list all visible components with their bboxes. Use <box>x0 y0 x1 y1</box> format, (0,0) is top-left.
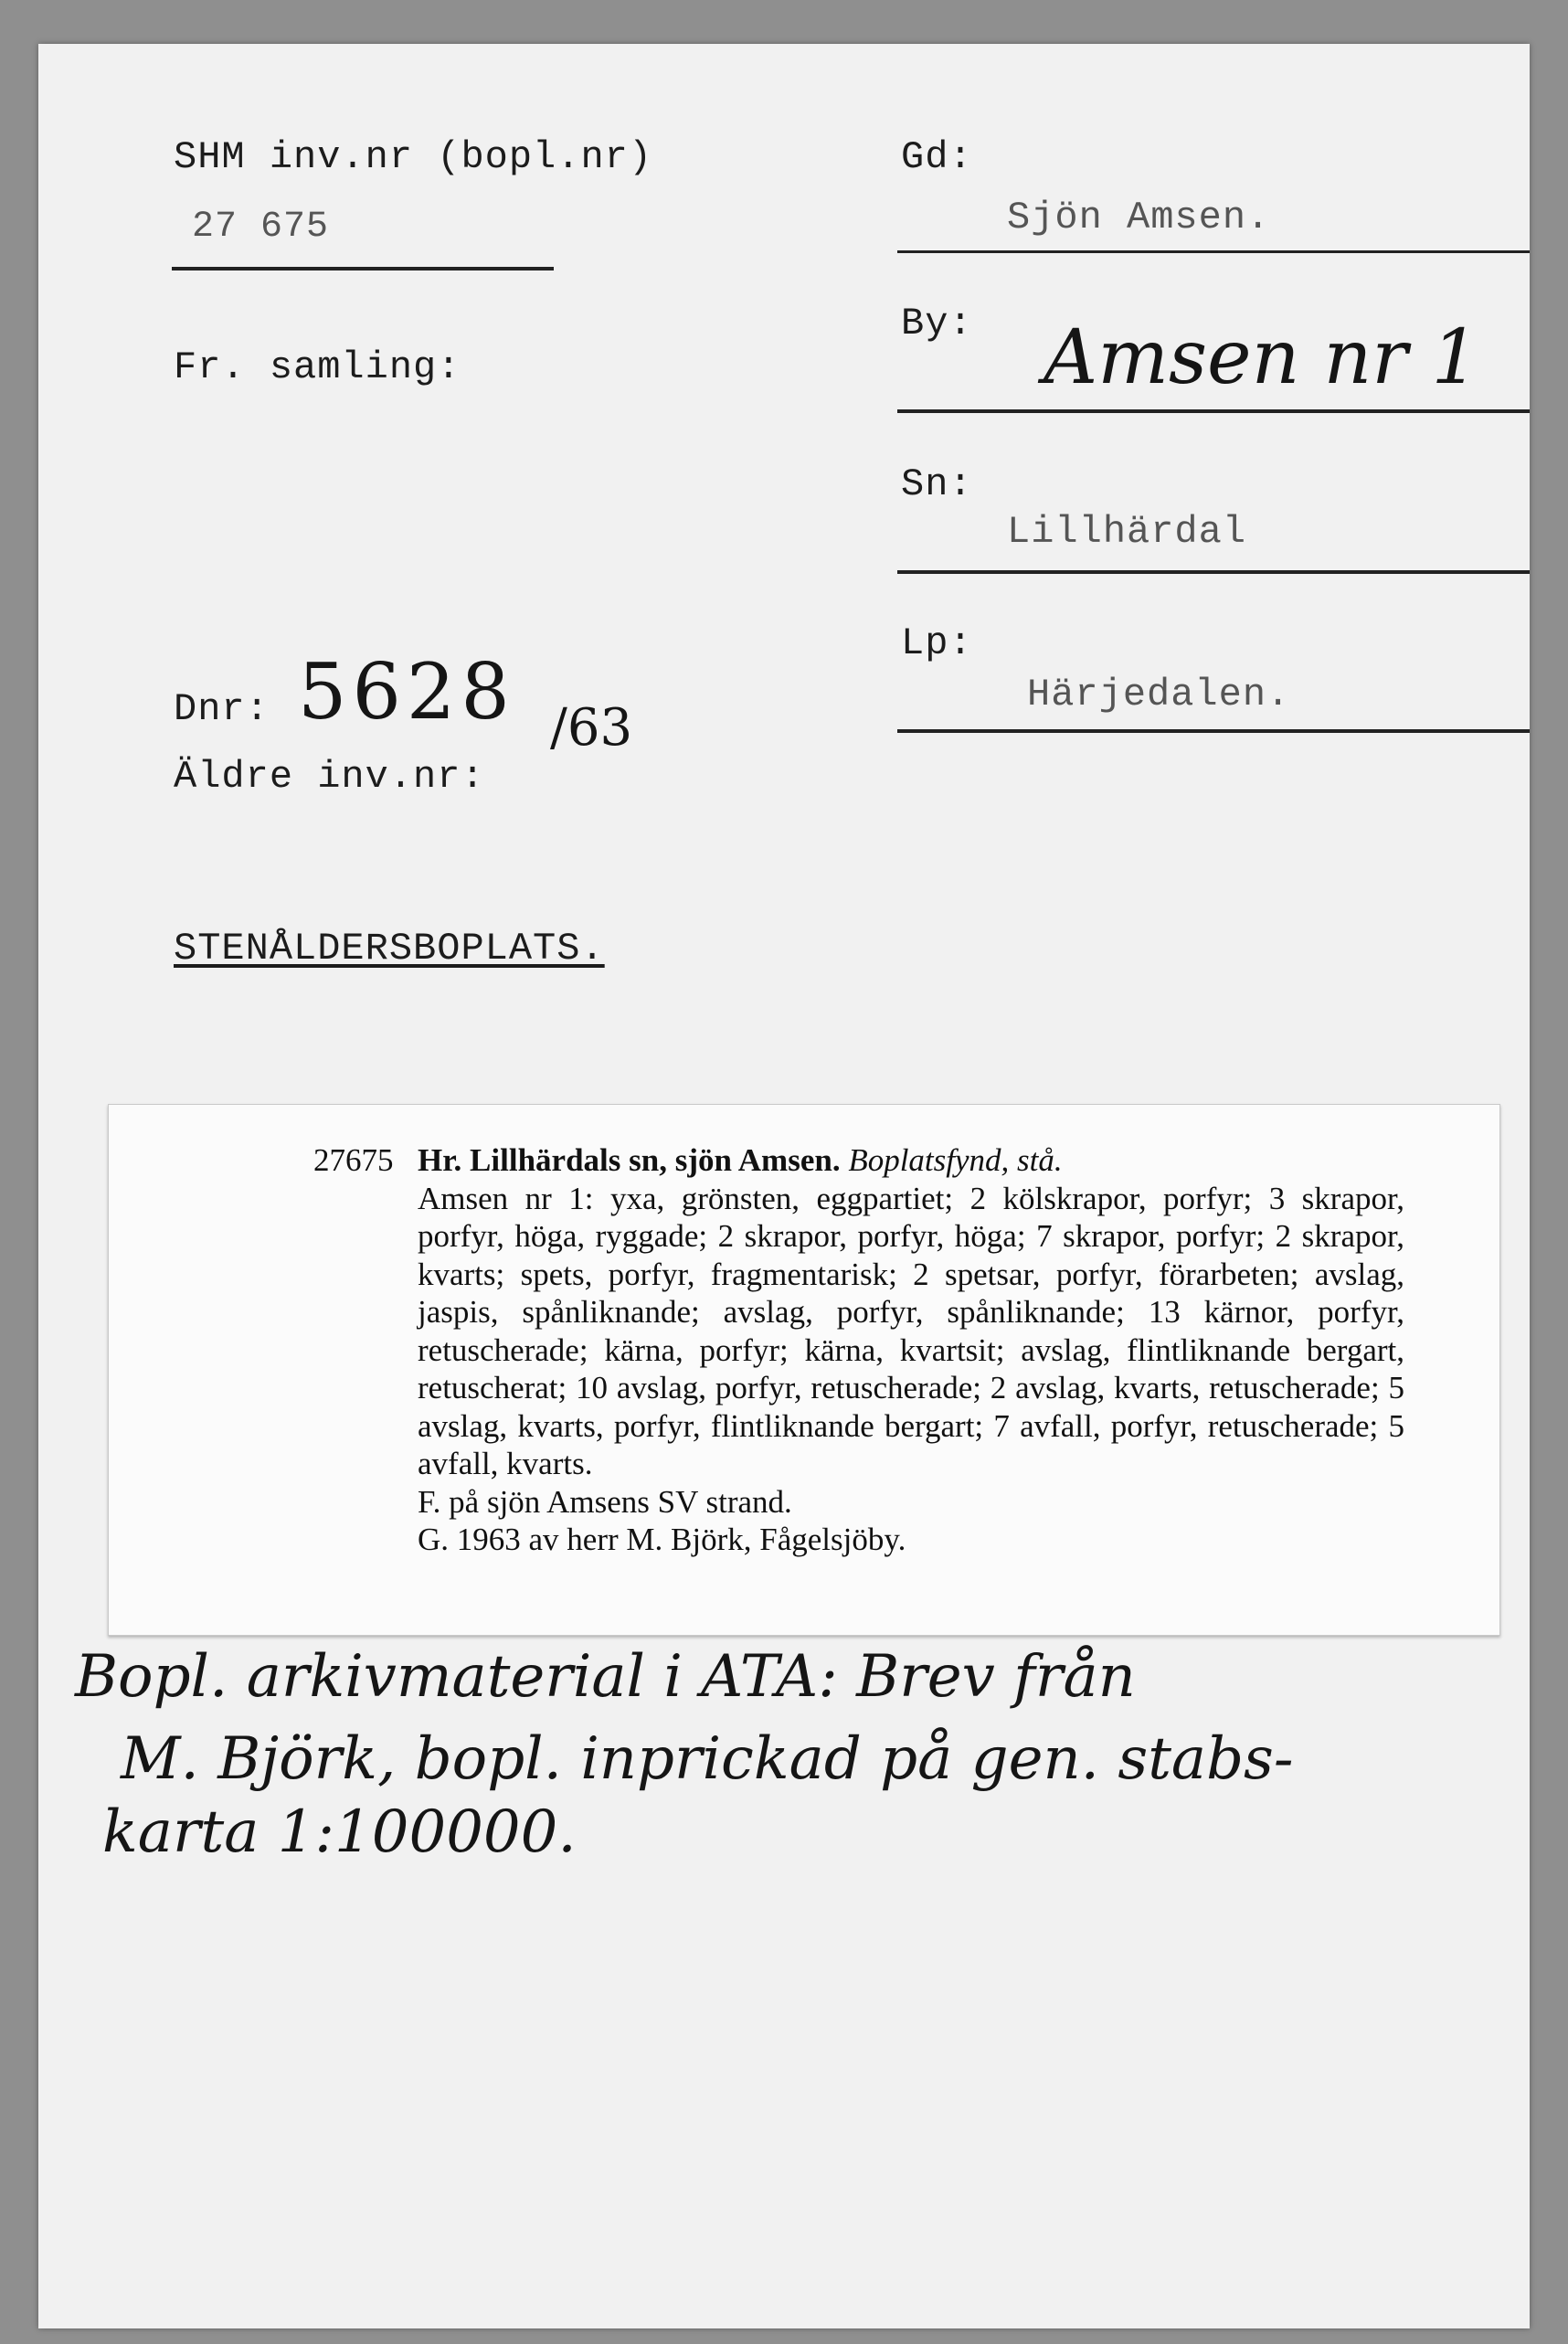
dnr-value: 5628 <box>298 647 515 737</box>
clipping-heading-bold: Hr. Lillhärdals sn, sjön Amsen. <box>418 1142 841 1178</box>
inv-value: 27 675 <box>192 207 330 248</box>
category-heading: STENÅLDERSBOPLATS. <box>174 927 605 970</box>
sn-label: Sn: <box>901 462 973 506</box>
clipping-found: F. på sjön Amsens SV strand. <box>418 1483 792 1520</box>
clipping-given: G. 1963 av herr M. Björk, Fågelsjöby. <box>418 1522 906 1557</box>
lp-label: Lp: <box>901 621 973 665</box>
by-rule <box>897 409 1530 413</box>
sn-rule <box>897 570 1530 574</box>
catalog-card <box>38 44 1530 2328</box>
dnr-suffix: /63 <box>550 698 633 758</box>
gd-rule <box>897 250 1530 253</box>
fr-samling-label: Fr. samling: <box>174 345 461 389</box>
clipping-description: Amsen nr 1: yxa, grönsten, eggpartiet; 2 kölskrapor, porfyr; 3 skrapor, porfyr, höga, ryggade; 2 skrapor, porfyr, höga; 7 skrapor, porfyr; 2 skrapor, kvarts; spets, porfyr, fragmentarisk; 2 spetsar, porfyr, förarbeten; avslag, jaspis, spånliknande; avslag, porfyr, spånliknande; 13 kärnor, porfyr, retuscherade; kärna, porfyr; kärna, kvartsit; avslag, flintliknande bergart, retuscherat; 10 avslag, porfyr, retuscherade; 2 avslag, kvarts, retuscherade; 5 avslag, kvarts, porfyr, flintliknande bergart; 7 avfall, porfyr, retuscherade; 5 avfall, kvarts. <box>418 1180 1404 1481</box>
inv-rule <box>172 267 554 270</box>
by-value: Amsen nr 1 <box>1044 314 1479 401</box>
lp-value: Härjedalen. <box>1027 673 1291 716</box>
gd-label: Gd: <box>901 135 973 179</box>
gd-value: Sjön Amsen. <box>1007 196 1271 239</box>
handwritten-note-line3: karta 1:100000. <box>102 1798 577 1866</box>
by-label: By: <box>901 302 973 345</box>
clipping-heading <box>418 1141 1404 1180</box>
clipping-heading-italic: Boplatsfynd, stå. <box>848 1142 1063 1178</box>
handwritten-note-line1: Bopl. arkivmaterial i ATA: Brev från <box>75 1643 1136 1711</box>
lp-rule <box>897 729 1530 733</box>
clipping-number: 27675 <box>313 1142 394 1178</box>
catalog-clipping <box>108 1104 1500 1636</box>
clipping-text <box>418 1141 1404 1559</box>
aldre-inv-label: Äldre inv.nr: <box>174 755 485 799</box>
dnr-label: Dnr: <box>174 687 270 731</box>
sn-value: Lillhärdal <box>1007 510 1247 554</box>
inv-label: SHM inv.nr (bopl.nr) <box>174 135 653 179</box>
handwritten-note-line2: M. Björk, bopl. inprickad på gen. stabs- <box>121 1725 1294 1793</box>
